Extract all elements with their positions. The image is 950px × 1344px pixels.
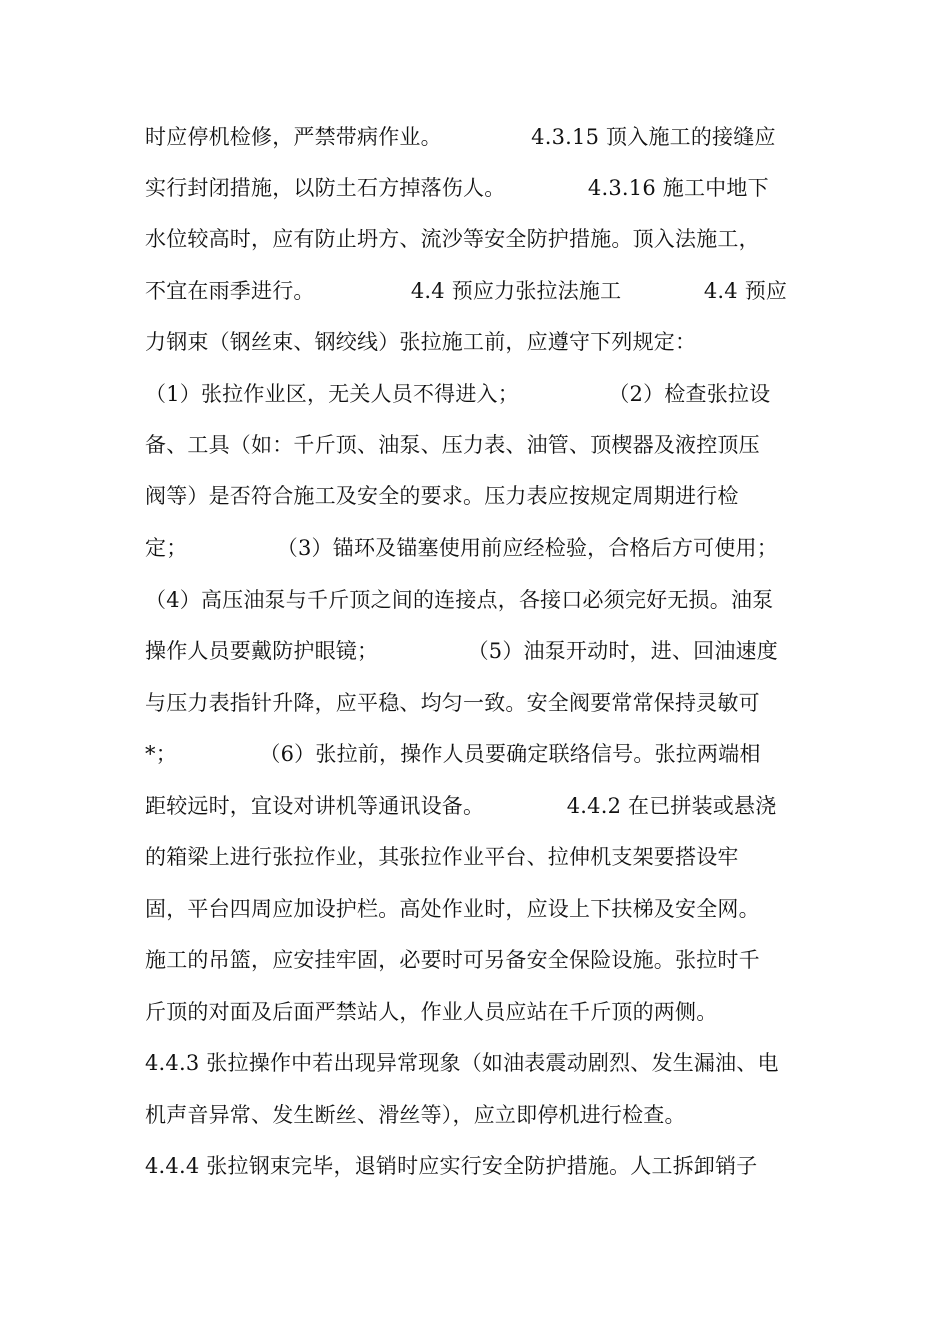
text-line: 的箱梁上进行张拉作业，其张拉作业平台、拉伸机支架要搭设牢	[145, 845, 739, 869]
text-line: （4）高压油泵与千斤顶之间的连接点，各接口必须完好无损。油泵	[145, 588, 774, 612]
text-line: 与压力表指针升降，应平稳、均匀一致。安全阀要常常保持灵敏可	[145, 691, 760, 715]
text-line: 操作人员要戴防护眼镜； （5）油泵开动时，进、回油速度	[145, 639, 778, 663]
text-line: 时应停机检修，严禁带病作业。 4.3.15 顶入施工的接缝应	[145, 125, 776, 149]
text-line: 实行封闭措施，以防土石方掉落伤人。 4.3.16 施工中地下	[145, 176, 769, 200]
text-line: （1）张拉作业区，无关人员不得进入； （2）检查张拉设	[145, 382, 771, 406]
text-line: 备、工具（如：千斤顶、油泵、压力表、油管、顶楔器及液控顶压	[145, 433, 760, 457]
text-line: 4.4.4 张拉钢束完毕，退销时应实行安全防护措施。人工拆卸销子	[145, 1154, 758, 1178]
text-line: 斤顶的对面及后面严禁站人，作业人员应站在千斤顶的两侧。	[145, 1000, 718, 1024]
text-line: 阀等）是否符合施工及安全的要求。压力表应按规定周期进行检	[145, 484, 739, 508]
text-line: 固，平台四周应加设护栏。高处作业时，应设上下扶梯及安全网。	[145, 897, 760, 921]
text-line: 定； （3）锚环及锚塞使用前应经检验，合格后方可使用；	[145, 536, 778, 560]
text-line: 施工的吊篮，应安挂牢固，必要时可另备安全保险设施。张拉时千	[145, 948, 760, 972]
text-line: *； （6）张拉前，操作人员要确定联络信号。张拉两端相	[145, 742, 761, 766]
text-line: 距较远时，宜设对讲机等通讯设备。 4.4.2 在已拼装或悬浇	[145, 794, 777, 818]
text-line: 机声音异常、发生断丝、滑丝等），应立即停机进行检查。	[145, 1103, 686, 1127]
text-line: 水位较高时，应有防止坍方、流沙等安全防护措施。顶入法施工，	[145, 227, 760, 251]
text-line: 力钢束（钢丝束、钢绞线）张拉施工前，应遵守下列规定：	[145, 330, 697, 354]
text-line: 不宜在雨季进行。 4.4 预应力张拉法施工 4.4 预应	[145, 279, 788, 303]
text-line: 4.4.3 张拉操作中若出现异常现象（如油表震动剧烈、发生漏油、电	[145, 1051, 779, 1075]
